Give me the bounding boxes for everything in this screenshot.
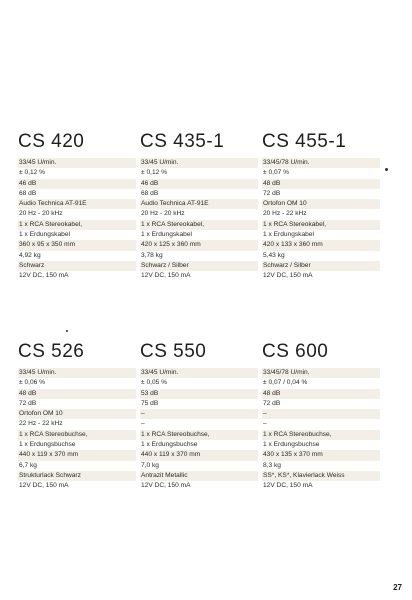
spec-dimensions: 420 x 125 x 360 mm <box>140 240 258 250</box>
spec-finish: Schwarz <box>18 261 136 271</box>
spec-column-cs-526 <box>18 340 136 492</box>
model-title: CS 455-1 <box>262 131 347 152</box>
spec-cartridge: – <box>262 409 380 419</box>
spec-power: 12V DC, 150 mA <box>263 272 313 280</box>
spec-list <box>140 368 258 492</box>
spec-dimensions: 440 x 119 x 370 mm <box>18 450 136 460</box>
spec-separation: 72 dB <box>19 399 37 407</box>
spec-finish: Strukturlack Schwarz <box>18 471 136 481</box>
spec-speed: 33/45 U/min. <box>18 368 136 378</box>
spec-separation: 72 dB <box>263 189 281 197</box>
spec-power: 12V DC, 150 mA <box>141 482 191 490</box>
spec-wow-flutter: ± 0,06 % <box>19 379 45 387</box>
spec-speed: 33/45 U/min. <box>140 158 258 168</box>
spec-output-2: 1 x Erdungskabel <box>141 231 192 239</box>
spec-column-cs-420 <box>18 130 136 282</box>
spec-output-1: 1 x RCA Stereobuchse, <box>140 430 258 440</box>
spec-column-cs-600 <box>262 340 380 492</box>
spec-weight: 5,43 kg <box>263 251 285 259</box>
spec-finish: SS*, KS*, Klavierlack Weiss <box>262 471 380 481</box>
spec-output-1: 1 x RCA Stereokabel, <box>262 220 380 230</box>
model-title: CS 600 <box>262 341 329 362</box>
spec-wow-flutter: ± 0,07 / 0,04 % <box>263 379 308 387</box>
spec-output-2: 1 x Erdungsbuchse <box>19 441 76 449</box>
print-speck <box>66 330 68 332</box>
spec-output-2: 1 x Erdungsbuchse <box>263 441 320 449</box>
spec-power: 12V DC, 150 mA <box>141 272 191 280</box>
spec-list <box>18 368 136 492</box>
spec-frequency: – <box>263 420 267 428</box>
spec-weight: 8,3 kg <box>263 461 281 469</box>
model-title: CS 526 <box>18 341 85 362</box>
spec-output-1: 1 x RCA Stereokabel, <box>140 220 258 230</box>
spec-frequency: – <box>141 420 145 428</box>
spec-cartridge: Audio Technica AT-91E <box>140 199 258 209</box>
model-title: CS 550 <box>140 341 207 362</box>
spec-finish: Antrazit Metallic <box>140 471 258 481</box>
spec-cartridge: – <box>140 409 258 419</box>
spec-output-1: 1 x RCA Stereobuchse, <box>262 430 380 440</box>
spec-weight: 3,78 kg <box>141 251 163 259</box>
spec-frequency: 20 Hz - 20 kHz <box>141 210 185 218</box>
spec-output-2: 1 x Erdungskabel <box>19 231 70 239</box>
spec-cartridge: Ortofon OM 10 <box>18 409 136 419</box>
spec-wow-flutter: ± 0,12 % <box>141 169 167 177</box>
spec-weight: 6,7 kg <box>19 461 37 469</box>
spec-speed: 33/45/78 U/min. <box>262 158 380 168</box>
spec-separation: 68 dB <box>141 189 159 197</box>
spec-snr: 48 dB <box>18 389 136 399</box>
spec-dimensions: 360 x 95 x 350 mm <box>18 240 136 250</box>
model-title: CS 435-1 <box>140 131 225 152</box>
spec-frequency: 20 Hz - 20 kHz <box>19 210 63 218</box>
spec-column-cs-455-1 <box>262 130 380 282</box>
spec-output-2: 1 x Erdungskabel <box>263 231 314 239</box>
spec-list <box>18 158 136 282</box>
spec-wow-flutter: ± 0,05 % <box>141 379 167 387</box>
spec-frequency: 22 Hz - 22 kHz <box>19 420 63 428</box>
spec-wow-flutter: ± 0,07 % <box>263 169 289 177</box>
spec-snr: 46 dB <box>140 179 258 189</box>
spec-speed: 33/45 U/min. <box>140 368 258 378</box>
spec-wow-flutter: ± 0,12 % <box>19 169 45 177</box>
spec-list <box>262 368 380 492</box>
spec-speed: 33/45 U/min. <box>18 158 136 168</box>
spec-dimensions: 420 x 133 x 360 mm <box>262 240 380 250</box>
spec-column-cs-550 <box>140 340 258 492</box>
spec-speed: 33/45/78 U/min. <box>262 368 380 378</box>
spec-column-cs-435-1 <box>140 130 258 282</box>
spec-separation: 72 dB <box>263 399 281 407</box>
spec-list <box>140 158 258 282</box>
spec-weight: 7,0 kg <box>141 461 159 469</box>
spec-output-1: 1 x RCA Stereobuchse, <box>18 430 136 440</box>
spec-output-2: 1 x Erdungsbuchse <box>141 441 198 449</box>
spec-finish: Schwarz / Silber <box>140 261 258 271</box>
spec-finish: Schwarz / Silber <box>262 261 380 271</box>
spec-separation: 75 dB <box>141 399 159 407</box>
spec-cartridge: Ortofon OM 10 <box>262 199 380 209</box>
page-number: 27 <box>393 583 402 592</box>
spec-power: 12V DC, 150 mA <box>263 482 313 490</box>
spec-weight: 4,92 kg <box>19 251 41 259</box>
spec-snr: 48 dB <box>262 179 380 189</box>
spec-snr: 53 dB <box>140 389 258 399</box>
spec-output-1: 1 x RCA Stereokabel, <box>18 220 136 230</box>
spec-power: 12V DC, 150 mA <box>19 272 69 280</box>
spec-list <box>262 158 380 282</box>
spec-power: 12V DC, 150 mA <box>19 482 69 490</box>
model-title: CS 420 <box>18 131 85 152</box>
spec-frequency: 20 Hz - 22 kHz <box>263 210 307 218</box>
spec-separation: 68 dB <box>19 189 37 197</box>
spec-snr: 46 dB <box>18 179 136 189</box>
spec-dimensions: 430 x 135 x 370 mm <box>262 450 380 460</box>
spec-snr: 48 dB <box>262 389 380 399</box>
spec-cartridge: Audio Technica AT-91E <box>18 199 136 209</box>
print-speck <box>385 168 388 171</box>
spec-dimensions: 440 x 119 x 370 mm <box>140 450 258 460</box>
